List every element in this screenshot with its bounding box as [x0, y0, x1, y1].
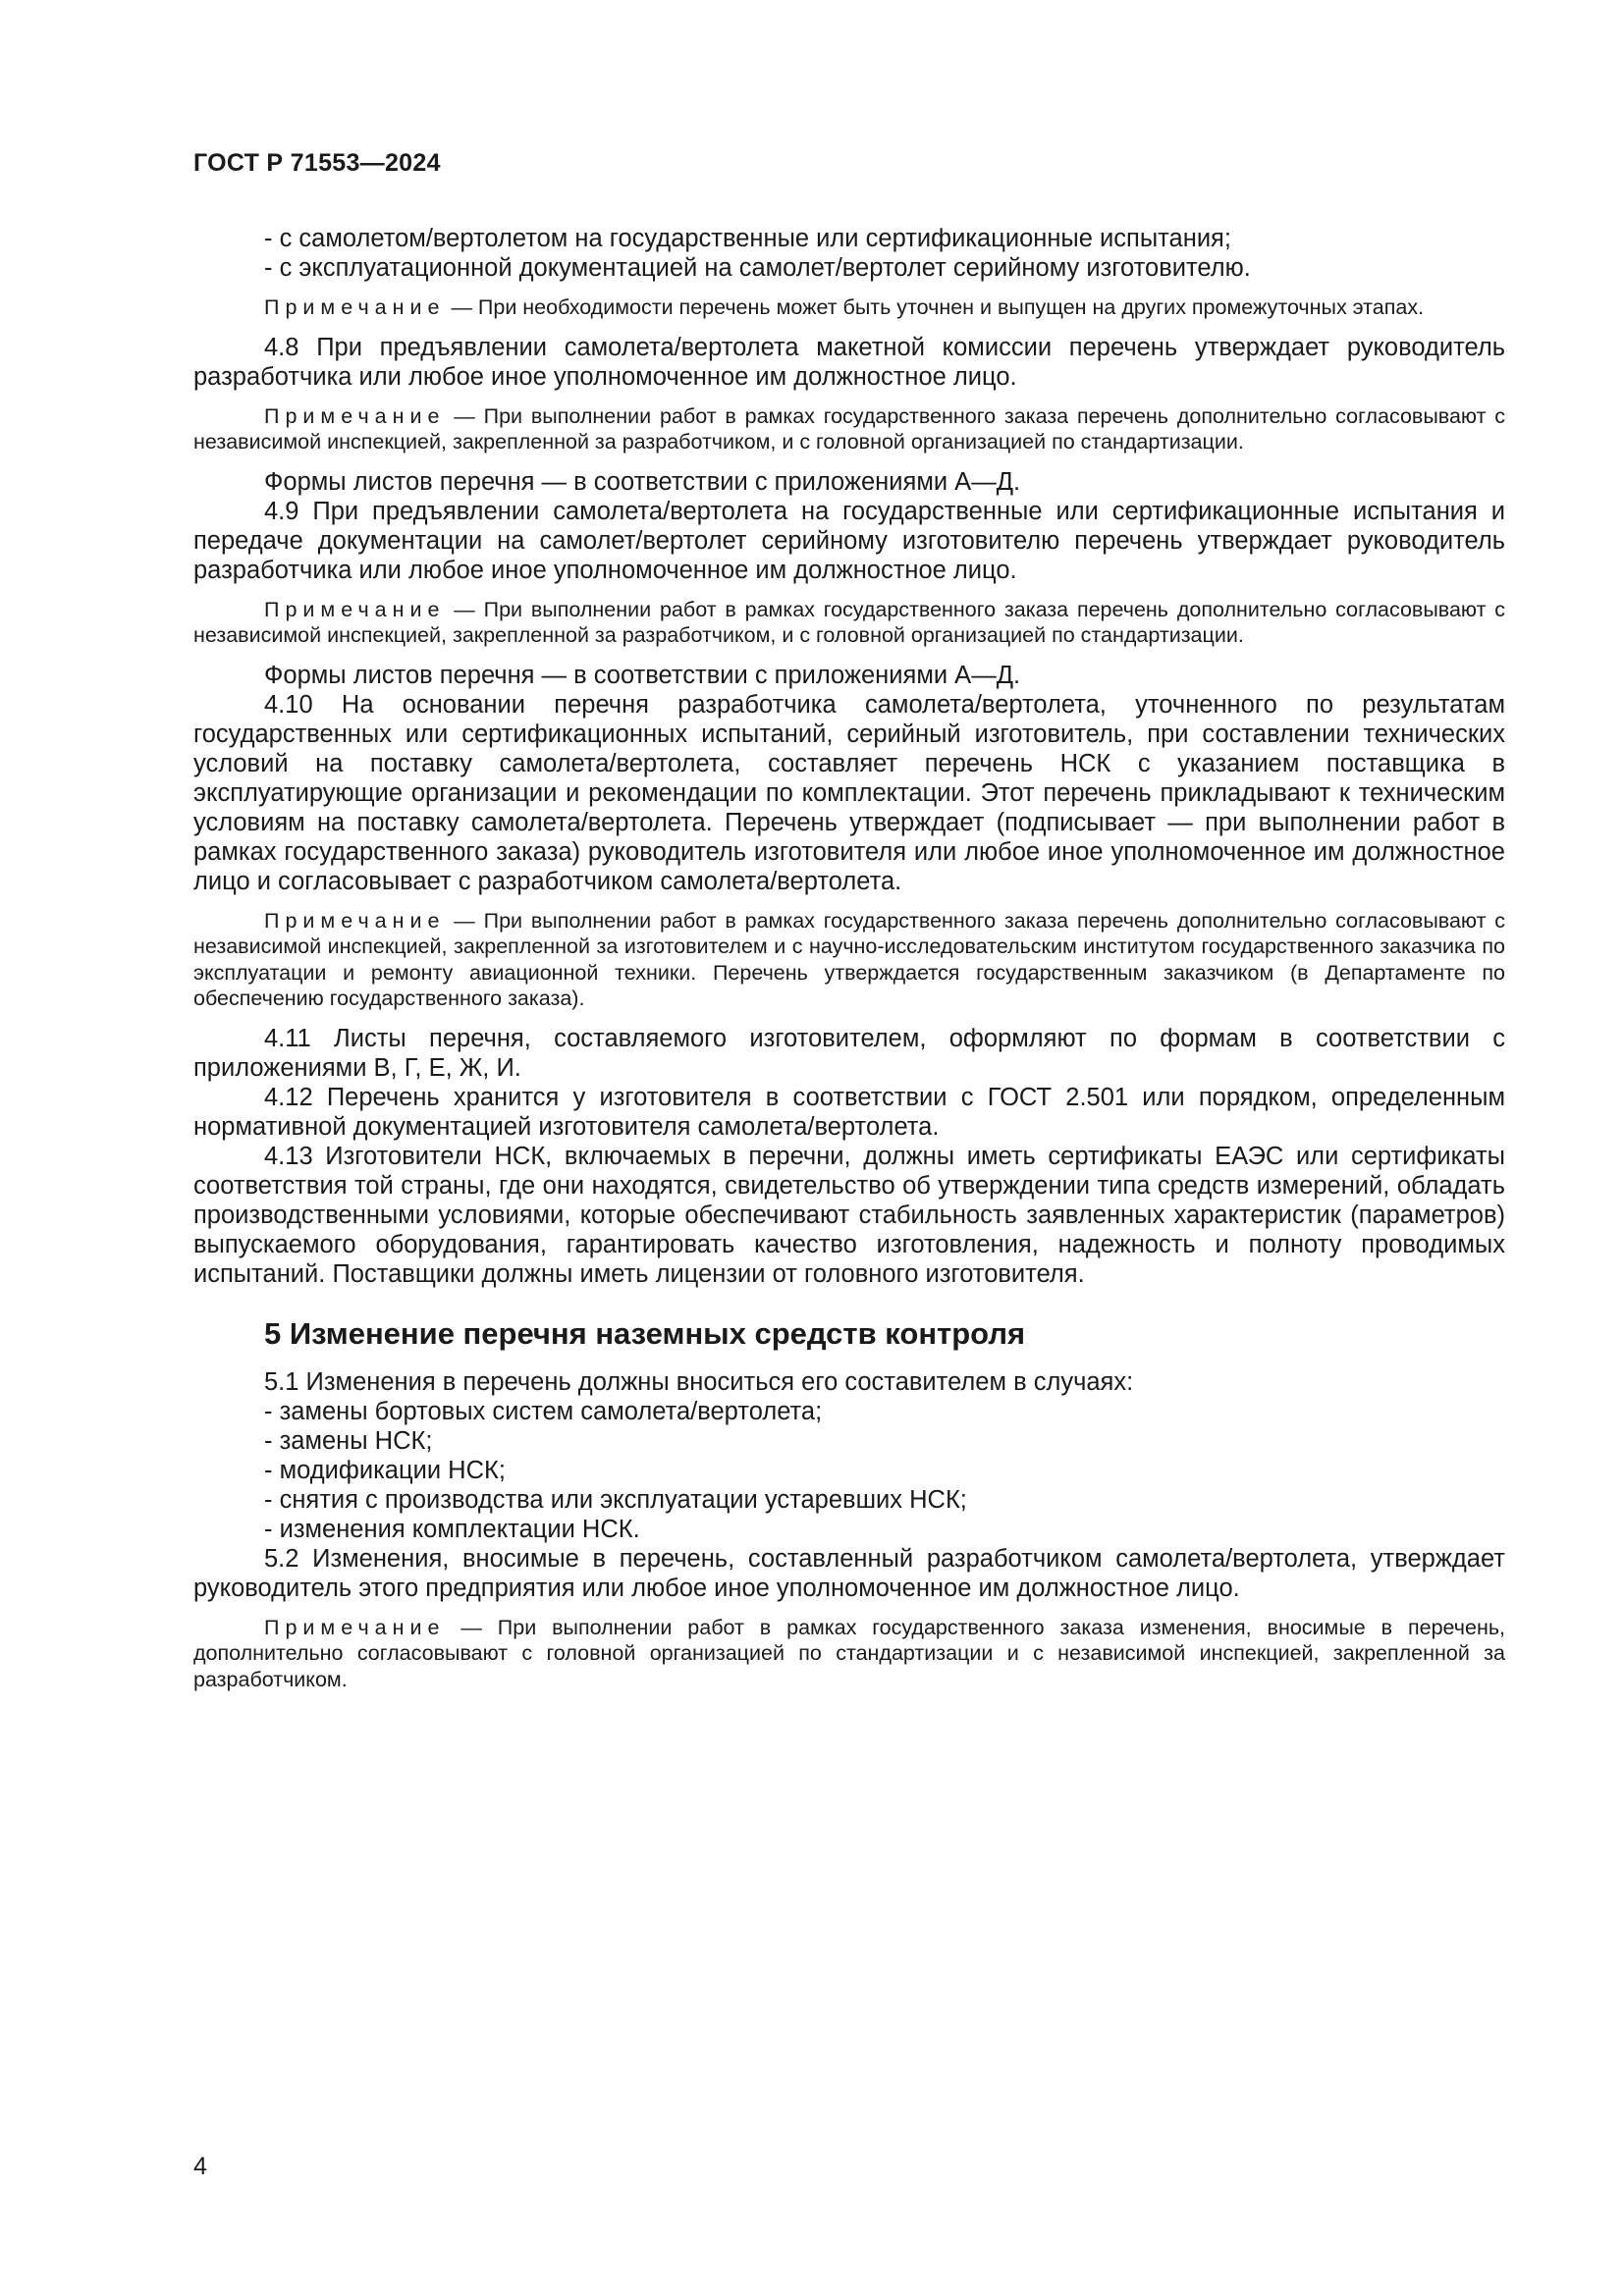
paragraph-4-12: 4.12 Перечень хранится у изготовителя в соответствии с ГОСТ 2.501 или порядком, определенным нормативной документацией изготовителя самолета/вертолета. — [193, 1083, 1505, 1141]
note-text: — При выполнении работ в рамках государственного заказа перечень дополнительно согласовывают с независимой инспекцией, закрепленной за разработчиком, и с головной организацией по стандартизации. — [193, 597, 1505, 647]
note — [193, 908, 1505, 1012]
list-item: - с эксплуатационной документацией на самолет/вертолет серийному изготовителю. — [264, 254, 1251, 282]
note-label: Примечание — [264, 295, 446, 319]
note — [193, 294, 1505, 321]
note-text: — При выполнении работ в рамках государственного заказа перечень дополнительно согласовывают с независимой инспекцией, закрепленной за разработчиком, и с головной организацией по стандартизации. — [193, 403, 1505, 454]
list-item: - модификации НСК; — [264, 1456, 506, 1484]
document-header: ГОСТ Р 71553—2024 — [193, 149, 441, 177]
list-item: - изменения комплектации НСК. — [264, 1515, 640, 1543]
page-number: 4 — [193, 2153, 207, 2180]
paragraph-4-9: 4.9 При предъявлении самолета/вертолета на государственные или сертификационные испытания и передаче документации на самолет/вертолет серийному изготовителю перечень утверждает руководитель разработчика или любое иное уполномоченное им должностное лицо. — [193, 497, 1505, 584]
list-item: - замены НСК; — [264, 1426, 433, 1455]
paragraph-4-10: 4.10 На основании перечня разработчика самолета/вертолета, уточненного по результатам государственных или сертификационных испытаний, серийный изготовитель, при составлении технических условий на поставку самолета/вертолета, составляет перечень НСК с указанием поставщика в эксплуатирующие организации и рекомендации по комплектации. Этот перечень прикладывают к техническим условиям на поставку самолета/вертолета. Перечень утверждает (подписывает — при выполнении работ в рамках государственного заказа) руководитель изготовителя или любое иное уполномоченное им должностное лицо и согласовывает с разработчиком самолета/вертолета. — [193, 690, 1505, 895]
note — [193, 597, 1505, 649]
section-heading: 5 Изменение перечня наземных средств контроля — [264, 1315, 1026, 1351]
paragraph-4-8: 4.8 При предъявлении самолета/вертолета макетной комиссии перечень утверждает руководитель разработчика или любое иное уполномоченное им должностное лицо. — [193, 333, 1505, 391]
note-label: Примечание — [264, 1615, 446, 1639]
list-item: - с самолетом/вертолетом на государственные или сертификационные испытания; — [264, 225, 1231, 252]
note-label: Примечание — [264, 403, 446, 428]
list-item: - замены бортовых систем самолета/вертолета; — [264, 1397, 823, 1425]
paragraph-5-2: 5.2 Изменения, вносимые в перечень, составленный разработчиком самолета/вертолета, утверждает руководитель этого предприятия или любое иное уполномоченное им должностное лицо. — [193, 1544, 1505, 1602]
note-label: Примечание — [264, 908, 446, 933]
note — [193, 403, 1505, 455]
paragraph-4-11: 4.11 Листы перечня, составляемого изготовителем, оформляют по формам в соответствии с приложениями В, Г, Е, Ж, И. — [193, 1024, 1505, 1082]
note-label: Примечание — [264, 597, 446, 621]
forms-reference: Формы листов перечня — в соответствии с приложениями А—Д. — [264, 467, 1021, 496]
note — [193, 1615, 1505, 1693]
note-text: — При выполнении работ в рамках государственного заказа изменения, вносимые в перечень, дополнительно согласовывают с головной организацией по стандартизации и с независимой инспекцией, закрепленной за разработчиком. — [193, 1615, 1505, 1691]
note-text: — При необходимости перечень может быть уточнен и выпущен на других промежуточных этапах. — [451, 295, 1425, 319]
note-text: — При выполнении работ в рамках государственного заказа перечень дополнительно согласовывают с независимой инспекцией, закрепленной за изготовителем и с научно-исследовательским институтом государственного заказчика по эксплуатации и ремонту авиационной техники. Перечень утверждается государственным заказчиком (в Департаменте по обеспечению государственного заказа). — [193, 908, 1505, 1010]
paragraph-4-13: 4.13 Изготовители НСК, включаемых в перечни, должны иметь сертификаты ЕАЭС или сертификаты соответствия той страны, где они находятся, свидетельство об утверждении типа средств измерений, обладать производственными условиями, которые обеспечивают стабильность заявленных характеристик (параметров) выпускаемого оборудования, гарантировать качество изготовления, надежность и полноту проводимых испытаний. Поставщики должны иметь лицензии от головного изготовителя. — [193, 1142, 1505, 1288]
forms-reference: Формы листов перечня — в соответствии с приложениями А—Д. — [264, 661, 1021, 689]
list-item: - снятия с производства или эксплуатации устаревших НСК; — [264, 1485, 967, 1514]
paragraph-5-1: 5.1 Изменения в перечень должны вноситься его составителем в случаях: — [264, 1367, 1134, 1396]
document-body — [193, 224, 1505, 1704]
